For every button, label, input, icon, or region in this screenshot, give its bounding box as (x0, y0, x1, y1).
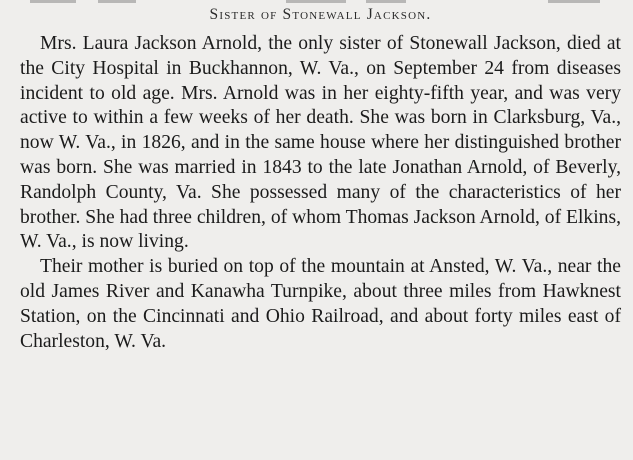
article-title: Sister of Stonewall Jackson. (209, 6, 432, 23)
previous-text-fragment (0, 0, 633, 4)
article-paragraph-1: Mrs. Laura Jackson Arnold, the only sister of Stonewall Jackson, died at the City Hospital in Buckhannon, W. Va., on September 24 from diseases incident to old age. Mrs. Arnold was in her eighty-fifth year, and was very active to within a few weeks of her death. She was born in Clarksburg, Va., now W. Va., in 1826, and in the same house where her distinguished brother was born. She was married in 1843 to the late Jonathan Arnold, of Beverly, Randolph County, Va. She possessed many of the characteristics of her brother. She had three children, of whom Thomas Jackson Arnold, of Elkins, W. Va., is now living. (20, 33, 621, 253)
article-paragraph-2: Their mother is buried on top of the mountain at Ansted, W. Va., near the old James River and Kanawha Turnpike, about three miles from Hawknest Station, on the Cincinnati and Ohio Railroad, and about forty miles east of Charleston, W. Va. (20, 256, 621, 352)
